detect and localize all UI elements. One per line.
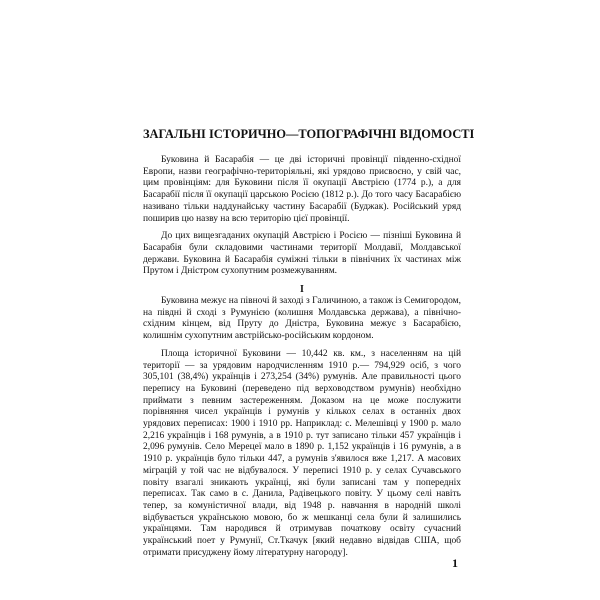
page-number: 1 bbox=[452, 556, 458, 570]
intro-paragraph-2: До цих вищезгаданих окупацій Австрією і Росією — пізніші Буковина й Басарабія були складовими частинами території Молдавії, Молдавської держави. Буковина й Басарабія суміжні тільки в північних їх частинах між Прутом і Дністром сухопутним розмежуванням. bbox=[143, 231, 461, 277]
section-numeral: I bbox=[300, 284, 304, 296]
section-paragraph-1: Буковина межує на півночі й заході з Галичиною, а також із Семигородом, на півдні й сході з Румунією (колишня Молдавська держава), а північно-східним кінцем, від Пруту до Дністра, Буковина межує з Басарабією, колишнім сухопутним австрійсько-російським кордоном. bbox=[143, 296, 461, 342]
section-paragraph-2: Площа історичної Буковини — 10,442 кв. км., з населенням на цій території — за урядовим народчисленням 1910 р.— 794,929 осіб, з чого 305,101 (38,4%) українців і 273,254 (34%) румунів. Але правильності цього перепису на Буковині (переведено під верховодством румунів) необхідно приймати з певним застереженням. Доказом на це може послужити порівняння чисел українців і румунів у кількох селах в останніх двох урядових переписах: 1900 і 1910 рр. Наприклад: с. Мелешівці у 1900 р. мало 2,216 українців і 168 румунів, а в 1910 р. тут записано тільки 457 українців і 2,096 румунів. Село Мерецеї мало в 1890 р. 1,152 українців і 16 румунів, а в 1910 р. українців було тільки 447, а румунів з'явилося вже 1,217. А масових міграцій у той час не відбувалося. У переписі 1910 р. у селах Сучавського повіту взагалі зникають українці, які були записані там у попередніх переписах. Так само в с. Данила, Радівецького повіту. У цьому селі навіть тепер, за комуністичної влади, від 1948 р. навчання в народній школі відбувається українською мовою, бо ж мешканці села були й залишились українцями. Там народився й отримував початкову освіту сучасний український поет у Румунії, Ст.Ткачук [який недавно відвідав США, щоб отримати присуджену йому літературну нагороду]. bbox=[143, 348, 461, 558]
page-content bbox=[143, 127, 475, 566]
page-title: ЗАГАЛЬНІ ІСТОРИЧНО—ТОПОГРАФІЧНІ ВІДОМОСТІ bbox=[143, 127, 475, 141]
intro-paragraph-1: Буковина й Басарабія — це дві історичні провінції південно-східної Европи, назви географічно-територіяльні, які урядово присвоєно, у свій час, цим провінціям: для Буковини після її окупації Австрією (1774 р.), а для Басарабії після її окупації царською Росією (1812 р.). До того часу Басарабією називано тільки наддунайську частину Басарабії (Буджак). Російський уряд поширив цю назву на всю територію цієї провінції. bbox=[143, 155, 461, 224]
